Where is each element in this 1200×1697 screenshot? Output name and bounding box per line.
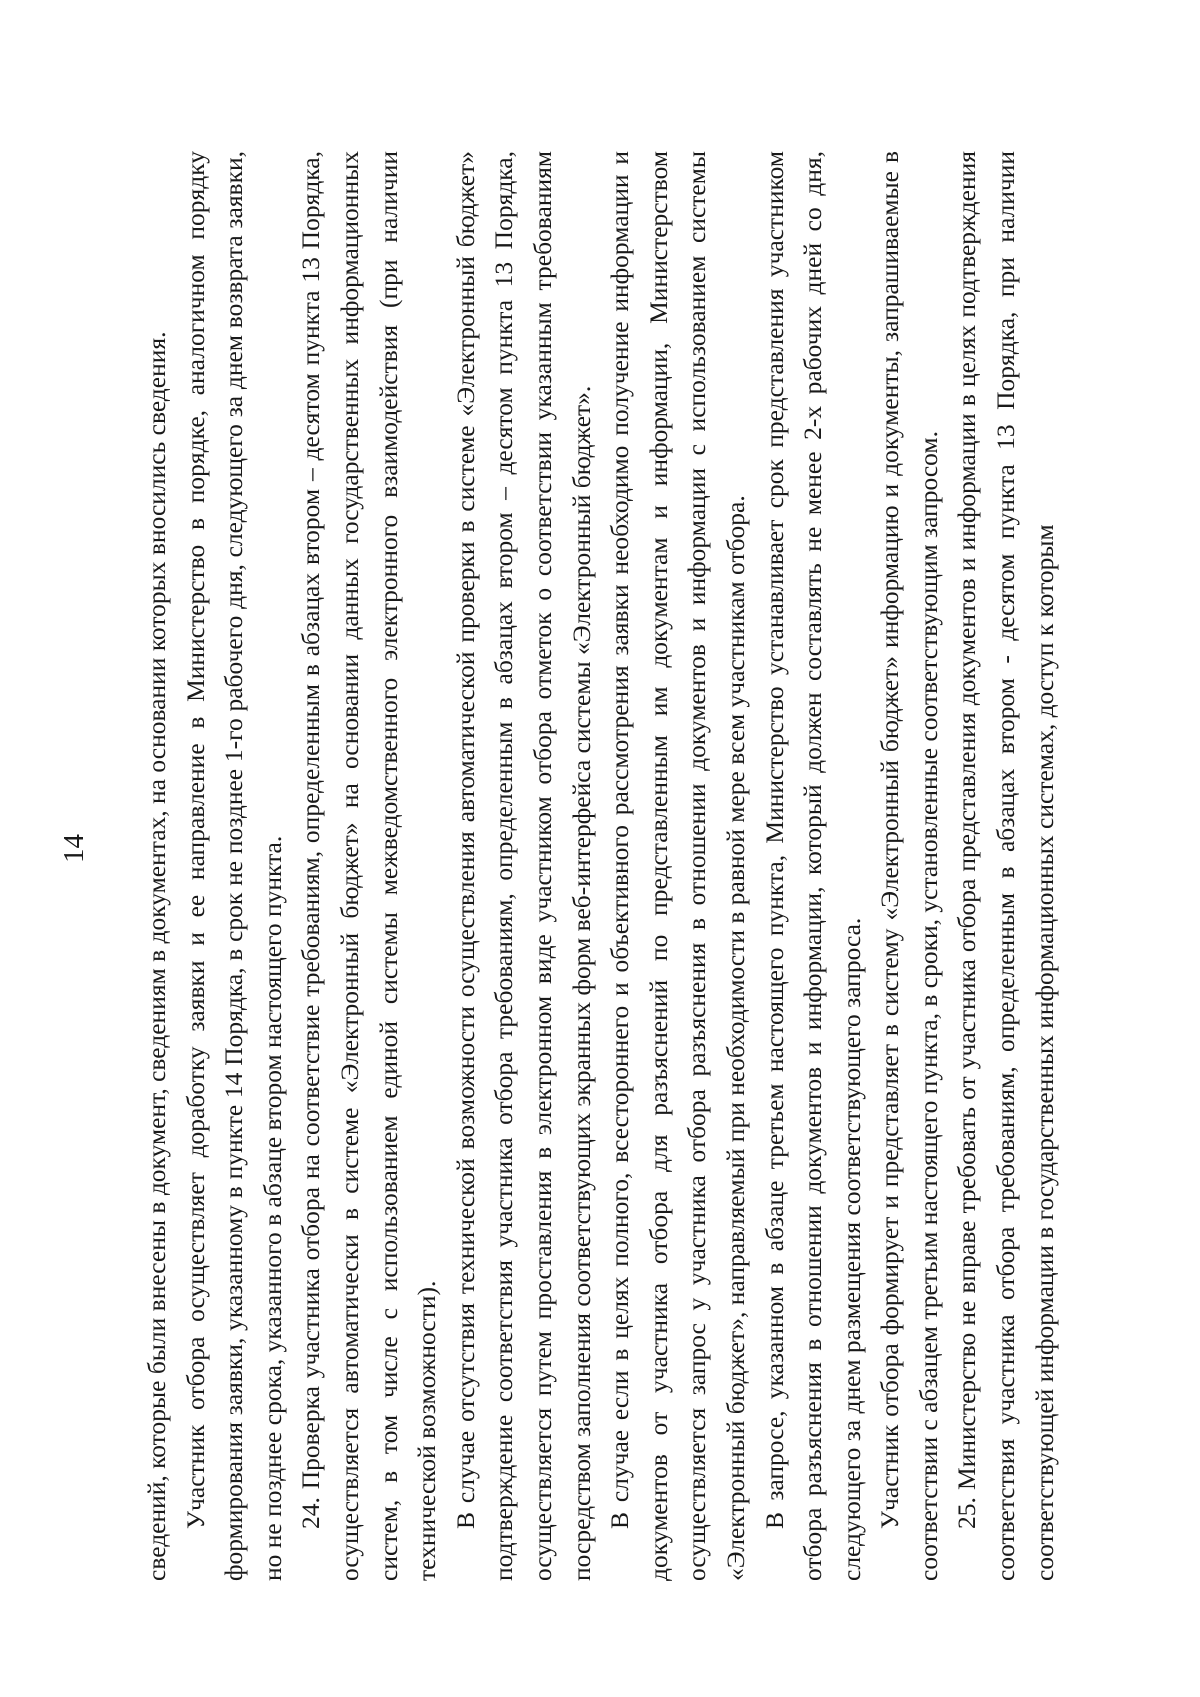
paragraph-request-deadline: В запросе, указанном в абзаце третьем настоящего пункта, Министерство устанавливает срок представления участником отбора разъяснения в отношении документов и информации, который должен составлять не менее 2-х рабочих дней со дня, следующего за днем размещения соответствующего запроса. <box>759 151 866 1581</box>
paragraph-continuation: сведений, которые были внесены в документ, сведениям в документах, на основании которых вносились сведения. <box>142 331 171 1581</box>
paragraph-item-24: 24. Проверка участника отбора на соответствие требованиям, определенным в абзацах втором – десятом пункта 13 Порядка, осуществляется автоматически в системе «Электронный бюджет» на основании данных государственных информационных систем, в том числе с использованием единой системы межведомственного электронного взаимодействия (при наличии технической возможности). <box>296 151 442 1581</box>
paragraph-no-technical-possibility: В случае отсутствия технической возможности осуществления автоматической проверки в системе «Электронный бюджет» подтверждение соответствия участника отбора требованиям, определенным в абзацах втором – десятом пункта 13 Порядка, осуществляется путем проставления в электронном виде участником отбора отметок о соответствии указанным требованиям посредством заполнения соответствующих экранных форм веб-интерфейса системы «Электронный бюджет». <box>450 151 596 1581</box>
paragraph-rework-application: Участник отбора осуществляет доработку заявки и ее направление в Министерство в порядке, аналогичном порядку формирования заявки, указанному в пункте 14 Порядка, в срок не позднее 1-го рабочего дня, следующего за днем возврата заявки, но не позднее срока, указанного в абзаце втором настоящего пункта. <box>180 151 287 1581</box>
paragraph-participant-response: Участник отбора формирует и представляет в систему «Электронный бюджет» информацию и документы, запрашиваемые в соответствии с абзацем третьим настоящего пункта, в сроки, установленные соответствующим запросом. <box>875 151 943 1581</box>
paragraph-item-25: 25. Министерство не вправе требовать от участника отбора представления документов и информации в целях подтверждения соответствия участника отбора требованиям, определенным в абзацах втором - десятом пункта 13 Порядка, при наличии соответствующей информации в государственных информационных системах, доступ к которым <box>952 151 1059 1581</box>
page-number: 14 <box>58 834 90 863</box>
paragraph-clarification-request: В случае если в целях полного, всестороннего и объективного рассмотрения заявки необходимо получение информации и документов от участника отбора для разъяснений по представленным им документам и информации, Министерством осуществляется запрос у участника отбора разъяснения в отношении документов и информации с использованием системы «Электронный бюджет», направляемый при необходимости в равной мере всем участникам отбора. <box>605 151 750 1581</box>
document-body <box>138 151 1064 1581</box>
